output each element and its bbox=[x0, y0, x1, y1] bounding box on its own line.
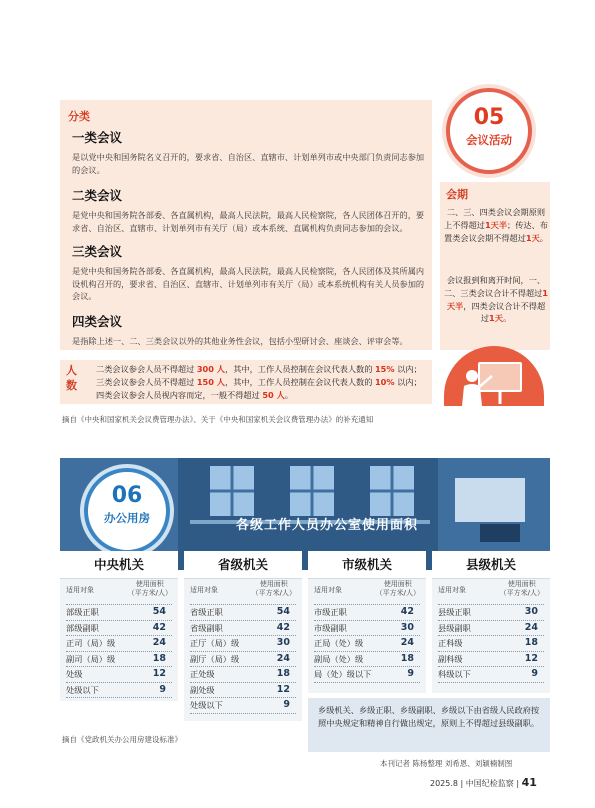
table-row bbox=[190, 667, 296, 683]
table-row bbox=[66, 683, 172, 699]
attendee-text: ，其中，工作人员控制在会议代表人数的 bbox=[225, 364, 375, 374]
meeting-section bbox=[60, 100, 552, 410]
panel-county bbox=[432, 551, 550, 693]
table-row bbox=[438, 667, 544, 683]
table-row bbox=[190, 652, 296, 668]
category-title: 三类会议 bbox=[72, 244, 123, 259]
row-level: 县级副职 bbox=[438, 622, 471, 633]
col-target-label: 适用对象 bbox=[314, 586, 342, 594]
table-row bbox=[438, 621, 544, 637]
col-area-unit: （平方米/人） bbox=[499, 588, 544, 597]
period-paragraph-2 bbox=[444, 274, 548, 325]
row-level: 市级副职 bbox=[314, 622, 347, 633]
col-area-line: 使用面积 bbox=[259, 580, 288, 588]
table-row bbox=[190, 683, 296, 699]
township-note bbox=[308, 698, 550, 752]
row-level: 处级以下 bbox=[190, 700, 223, 710]
col-target-label: 适用对象 bbox=[66, 586, 94, 594]
row-area: 9 bbox=[531, 668, 538, 679]
badge-label: 办公用房 bbox=[104, 511, 150, 525]
panel-title: 县级机关 bbox=[432, 551, 550, 579]
row-level: 正处级 bbox=[190, 669, 215, 679]
row-level: 正科级 bbox=[438, 638, 463, 648]
category-desc: 是党中央和国务院各部委、各直属机构，最高人民法院，最高人民检察院，各人民团体及其所属内设机构召开的，要求省、自治区、直辖市、计划单列市有关厅（局）或本系统机构有关人员参加的会议。 bbox=[72, 266, 425, 301]
row-level: 正厅（局）级 bbox=[190, 638, 240, 648]
row-area: 24 bbox=[400, 637, 414, 648]
panel-column-header bbox=[66, 579, 172, 605]
period-text: 二、三、四类会议会期原则上不得超过 bbox=[444, 207, 546, 230]
row-area: 30 bbox=[524, 606, 538, 617]
period-paragraph-1 bbox=[444, 206, 548, 244]
table-row bbox=[66, 605, 172, 621]
panel-title: 市级机关 bbox=[308, 551, 426, 579]
panel-title: 省级机关 bbox=[184, 551, 302, 579]
table-row bbox=[190, 621, 296, 637]
period-highlight: 1天 bbox=[489, 313, 503, 324]
page-footer bbox=[430, 776, 537, 789]
col-target-label: 适用对象 bbox=[438, 586, 466, 594]
section-badge-05 bbox=[446, 88, 532, 174]
table-row bbox=[314, 667, 420, 683]
col-area-line: 使用面积 bbox=[383, 580, 412, 588]
row-area: 18 bbox=[400, 652, 414, 664]
row-area: 54 bbox=[152, 606, 166, 617]
table-row bbox=[438, 605, 544, 621]
col-area-line: 使用面积 bbox=[507, 580, 536, 588]
attendee-highlight: 300 人 bbox=[196, 364, 225, 374]
category-title: 一类会议 bbox=[72, 130, 123, 145]
row-level: 副科级 bbox=[438, 653, 463, 664]
col-area-unit: （平方米/人） bbox=[251, 588, 296, 597]
row-area: 30 bbox=[400, 621, 414, 633]
category-tag: 分类 bbox=[68, 110, 90, 123]
row-level: 省级正职 bbox=[190, 607, 223, 617]
row-level: 副司（局）级 bbox=[66, 653, 116, 664]
row-area: 24 bbox=[524, 621, 538, 633]
category-title: 四类会议 bbox=[72, 314, 123, 329]
row-area: 18 bbox=[152, 652, 166, 664]
attendee-highlight: 10% bbox=[374, 377, 395, 387]
row-level: 市级正职 bbox=[314, 607, 347, 617]
category-title: 二类会议 bbox=[72, 188, 123, 203]
category-1 bbox=[72, 128, 432, 176]
row-level: 科级以下 bbox=[438, 669, 471, 679]
panel-column-header bbox=[438, 579, 544, 605]
category-2 bbox=[72, 186, 432, 234]
table-row bbox=[190, 636, 296, 652]
row-level: 正局（处）级 bbox=[314, 638, 364, 648]
office-section bbox=[60, 458, 550, 748]
period-text: 会议报到和离开时间，一、二、三类会议合计不得超过 bbox=[444, 275, 546, 298]
attendee-text: ，其中，工作人员控制在会议代表人数的 bbox=[225, 377, 375, 387]
badge-label: 会议活动 bbox=[466, 133, 512, 147]
table-row bbox=[314, 636, 420, 652]
attendee-line-1 bbox=[96, 363, 422, 375]
category-4 bbox=[72, 312, 432, 348]
row-area: 24 bbox=[276, 652, 290, 664]
table-row bbox=[438, 652, 544, 668]
panel-municipal bbox=[308, 551, 426, 693]
period-highlight: 1天半 bbox=[484, 219, 508, 230]
row-level: 处级以下 bbox=[66, 684, 99, 695]
panel-column-header bbox=[190, 579, 296, 605]
meeting-period-box bbox=[440, 182, 550, 350]
office-area-title: 各级工作人员办公室使用面积 bbox=[236, 518, 419, 533]
meeting-source-note: 摘自《中央和国家机关会议费管理办法》、关于《中央和国家机关会议费管理办法》的补充通知 bbox=[62, 415, 374, 424]
col-area-unit: （平方米/人） bbox=[375, 588, 420, 597]
row-level: 局（处）级以下 bbox=[314, 669, 372, 679]
panel-title: 中央机关 bbox=[60, 551, 178, 579]
badge-number: 05 bbox=[473, 105, 505, 130]
row-level: 副局（处）级 bbox=[314, 653, 364, 664]
row-level: 副处级 bbox=[190, 684, 215, 695]
attendee-text: 三类会议参会人员不得超过 bbox=[96, 377, 197, 387]
col-target-label: 适用对象 bbox=[190, 586, 218, 594]
attendee-highlight: 150 人 bbox=[196, 377, 225, 387]
row-level: 省级副职 bbox=[190, 622, 223, 633]
category-desc: 是指除上述一、二、三类会议以外的其他业务性会议，包括小型研讨会、座谈会、评审会等。 bbox=[72, 336, 408, 346]
row-area: 12 bbox=[152, 668, 166, 679]
township-note-text: 乡级机关、乡级正职、乡级副职、乡级以下由省级人民政府按照中央规定和精神自行做出规定，原则上不得超过县级副职。 bbox=[318, 705, 540, 728]
attendee-highlight: 15% bbox=[374, 364, 395, 374]
issue-label: 2025.8 | 中国纪检监察 | bbox=[430, 779, 520, 788]
office-source-note: 摘自《党政机关办公用房建设标准》 bbox=[62, 735, 182, 744]
col-area-label bbox=[252, 580, 296, 597]
row-area: 18 bbox=[524, 637, 538, 648]
credit-line: 本刊记者 陈杨整理 刘希恩、刘颖楠制图 bbox=[380, 759, 513, 768]
col-area-unit: （平方米/人） bbox=[127, 588, 172, 597]
period-tag: 会期 bbox=[446, 188, 468, 201]
category-desc: 是以党中央和国务院名义召开的，要求省、自治区、直辖市、计划单列市或中央部门负责同志参加的会议。 bbox=[72, 152, 425, 175]
table-row bbox=[66, 621, 172, 637]
page-number: 41 bbox=[521, 776, 537, 789]
col-area-line: 使用面积 bbox=[135, 580, 164, 588]
row-level: 处级 bbox=[66, 669, 83, 679]
category-3 bbox=[72, 242, 432, 303]
panel-column-header bbox=[314, 579, 420, 605]
attendee-line-2 bbox=[96, 376, 422, 388]
table-row bbox=[314, 652, 420, 668]
row-level: 部级副职 bbox=[66, 622, 99, 633]
attendee-text: 以内； bbox=[394, 377, 422, 387]
row-level: 县级正职 bbox=[438, 607, 471, 617]
table-row bbox=[190, 605, 296, 621]
table-row bbox=[438, 636, 544, 652]
row-level: 副厅（局）级 bbox=[190, 653, 240, 664]
row-area: 12 bbox=[276, 683, 290, 695]
row-area: 42 bbox=[400, 606, 414, 617]
row-area: 9 bbox=[407, 668, 414, 679]
meeting-category-box bbox=[60, 100, 432, 350]
row-level: 正司（局）级 bbox=[66, 638, 116, 648]
attendee-label: 人数 bbox=[66, 364, 77, 392]
row-area: 9 bbox=[283, 699, 290, 710]
period-text: ；传达、布置类会议会期不得超过 bbox=[444, 219, 548, 243]
badge-number: 06 bbox=[111, 483, 143, 508]
attendee-text: 。 bbox=[284, 390, 293, 400]
table-row bbox=[314, 605, 420, 621]
attendee-text: 以内； bbox=[394, 364, 422, 374]
category-desc: 是党中央和国务院各部委、各直属机构，最高人民法院，最高人民检察院，各人民团体召开的，要求省、自治区、直辖市、计划单列市有关厅（局）或本系统、直属机构负责同志参加的会议。 bbox=[72, 210, 425, 233]
table-row bbox=[66, 636, 172, 652]
presenter-icon bbox=[444, 346, 544, 406]
row-area: 42 bbox=[152, 621, 166, 633]
attendee-text: 四类会议参会人员视内容而定，一般不得超过 bbox=[96, 390, 263, 400]
panel-provincial bbox=[184, 551, 302, 721]
attendee-limit-box bbox=[60, 360, 432, 404]
row-area: 54 bbox=[276, 606, 290, 617]
period-highlight: 1天半 bbox=[446, 287, 548, 311]
attendee-line-3 bbox=[96, 389, 293, 401]
period-highlight: 1天 bbox=[525, 232, 540, 243]
table-row bbox=[66, 667, 172, 683]
section-badge-06 bbox=[84, 468, 170, 554]
row-area: 30 bbox=[276, 637, 290, 648]
row-level: 部级正职 bbox=[66, 607, 99, 617]
table-row bbox=[190, 698, 296, 714]
period-text: ，四类会议合计不得超过 bbox=[463, 300, 546, 324]
row-area: 24 bbox=[152, 637, 166, 648]
row-area: 9 bbox=[159, 683, 166, 695]
table-row bbox=[66, 652, 172, 668]
row-area: 42 bbox=[276, 621, 290, 633]
panel-central bbox=[60, 551, 178, 701]
col-area-label bbox=[376, 580, 420, 597]
col-area-label bbox=[128, 580, 172, 597]
row-area: 18 bbox=[276, 668, 290, 679]
row-area: 12 bbox=[524, 652, 538, 664]
attendee-highlight: 50 人 bbox=[262, 390, 285, 400]
col-area-label bbox=[500, 580, 544, 597]
attendee-text: 二类会议参会人员不得超过 bbox=[96, 364, 197, 374]
period-text: 。 bbox=[502, 313, 512, 324]
period-text: 。 bbox=[539, 232, 548, 243]
table-row bbox=[314, 621, 420, 637]
